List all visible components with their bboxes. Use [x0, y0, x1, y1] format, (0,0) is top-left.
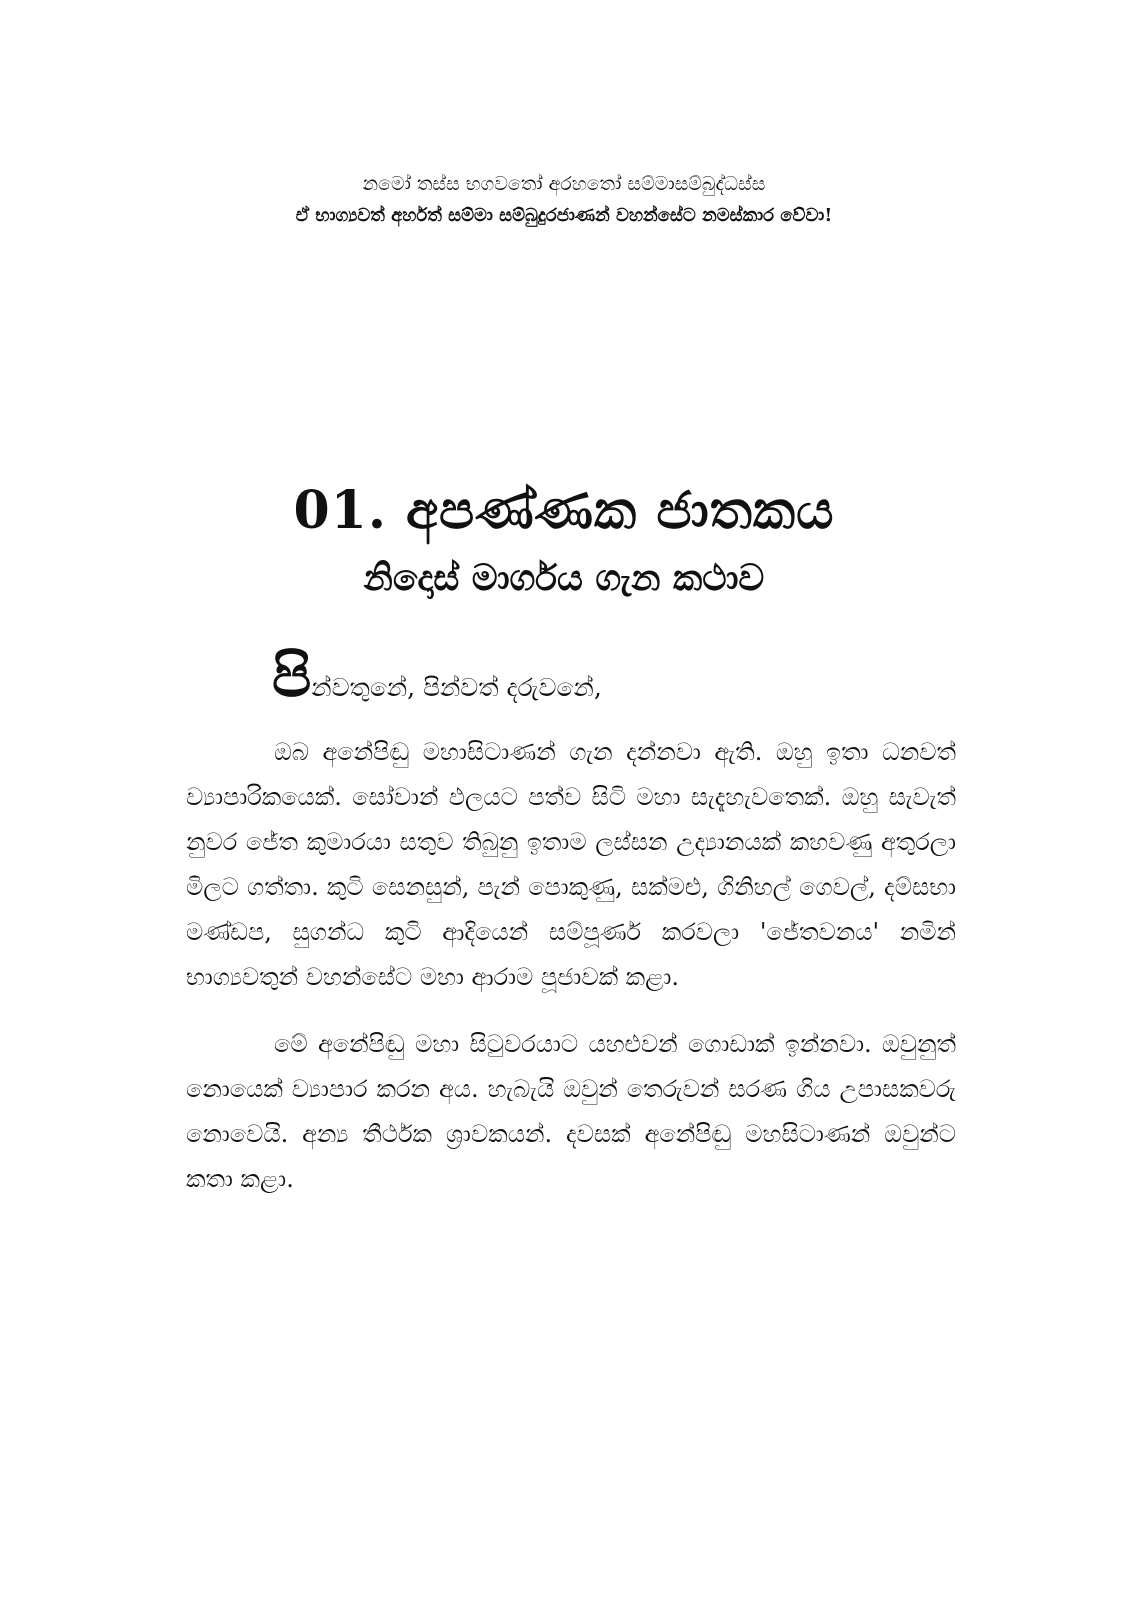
- story-body: [186, 642, 956, 1224]
- drop-cap-initial: පි: [272, 642, 312, 710]
- chapter-title: 01. අපණ්ණක ජාතකය: [293, 480, 835, 541]
- salutation-text: න්වතුනේ, පින්වත් දරුවනේ,: [311, 673, 602, 702]
- paragraph-2: මේ අනේපිඬු මහා සිටුවරයාට යහළුවන් ගොඩාක් ඉන්නවා. ඔවුනුත් නොයෙක් ව්‍යාපාර කරන අය. හැබැයි ඔවුන් තෙරුවන් සරණ ගිය උපාසකවරු නොවෙයි. අන්‍ය තීර්ථක ශ්‍රාවකයන්. දවසක් අනේපිඬු මහසිටාණන් ඔවුන්ට කතා කළා.: [186, 1030, 956, 1193]
- homage-header: [0, 168, 1128, 232]
- chapter-subtitle: නිදොස් මාර්ගය ගැන කථාව: [363, 557, 765, 599]
- homage-pali-line: නමෝ තස්ස භගවතෝ අරහතෝ සම්මාසම්බුද්ධස්ස: [362, 173, 766, 195]
- chapter-heading: [0, 472, 1128, 606]
- salutation-line: [186, 642, 956, 718]
- homage-sinhala-line: ඒ භාග්‍යවත් අර්හත් සම්මා සම්බුදුරජාණන් වහන්සේට නමස්කාර වේවා!: [295, 205, 833, 226]
- paragraph-1: ඔබ අනේපිඬු මහාසිටාණන් ගැන දන්නවා ඇති. ඔහු ඉතා ධනවත් ව්‍යාපාරිකයෙක්. සෝවාන් ඵලයට පත්ව සිටි මහා සැදැහැවතෙක්. ඔහු සැවැත් නුවර ජේත කුමාරයා සතුව තිබුනු ඉතාම ලස්සන උද්‍යානයක් කහවණු අතුරලා මිලට ගත්තා. කුටි සෙනසුන්, පැන් පොකුණු, සක්මළු, ගිනිහල් ගෙවල්, දම්සභා මණ්ඩප, සුගන්ධ කුටි ආදියෙන් සම්පූර්ණ කරවලා 'ජේතවනය' නමින් භාග්‍යවතුන් වහන්සේට මහා ආරාම පූජාවක් කළා.: [186, 738, 956, 991]
